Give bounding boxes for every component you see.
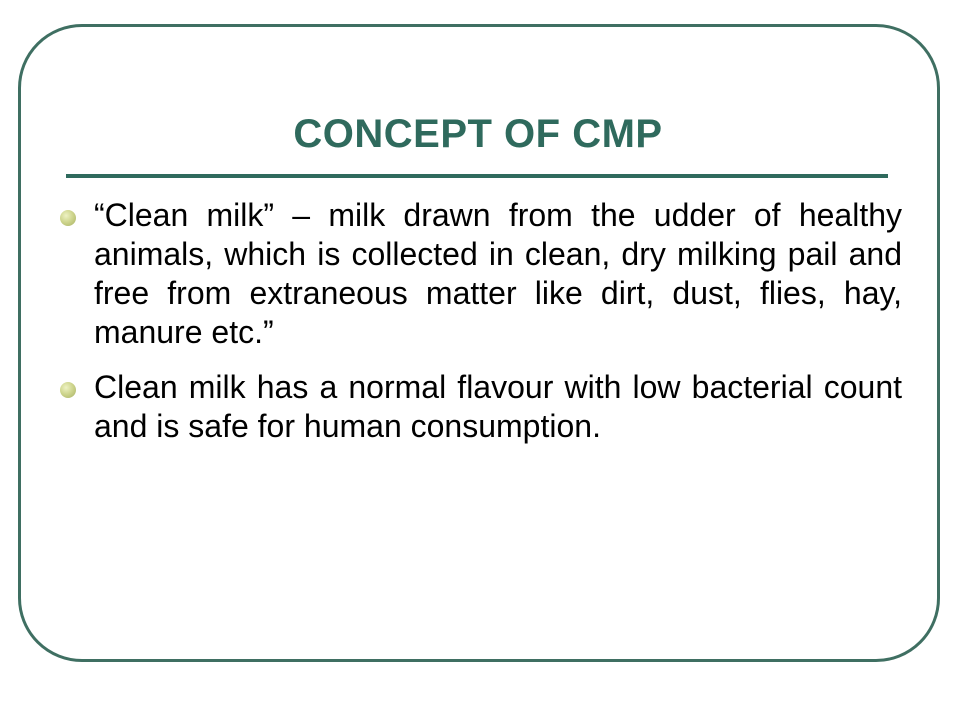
bullet-dot-icon — [60, 210, 76, 226]
bullet-list — [94, 196, 902, 462]
slide-title: CONCEPT OF CMP — [293, 112, 663, 156]
title-underline — [66, 174, 888, 178]
bullet-text: Clean milk has a normal flavour with low bacterial count and is safe for human consumption. — [94, 369, 902, 444]
bullet-text: “Clean milk” – milk drawn from the udder of healthy animals, which is collected in clean, dry milking pail and free from extraneous matter like dirt, dust, flies, hay, manure etc.” — [94, 197, 902, 350]
bullet-item — [94, 368, 902, 446]
bullet-item — [94, 196, 902, 352]
bullet-dot-icon — [60, 382, 76, 398]
